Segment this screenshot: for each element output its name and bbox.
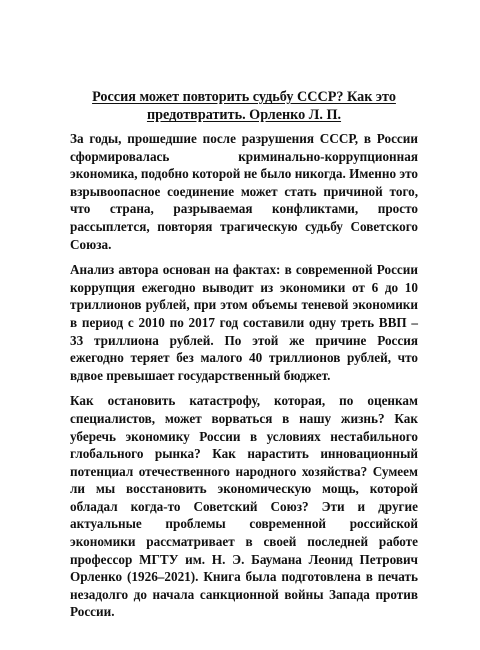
document-title: Россия может повторить судьбу СССР? Как это предотвратить. Орленко Л. П. bbox=[92, 89, 396, 123]
paragraph-2: Анализ автора основан на фактах: в современной России коррупция ежегодно выводит из экономики от 6 до 10 триллионов рублей, при этом объемы теневой экономики в период с 2010 по 2017 год составили одну треть ВВП – 33 триллиона рублей. По этой же причине Россия ежегодно теряет без малого 40 триллионов рублей, что вдвое превышает государственный бюджет. bbox=[70, 262, 418, 383]
paragraph-1: За годы, прошедшие после разрушения СССР, в России сформировалась криминально-коррупционная экономика, подобно которой не было никогда. Именно это взрывоопасное соединение может стать причиной того, что страна, разрываемая конфликтами, просто рассыплется, повторяя трагическую судьбу Советского Союза. bbox=[70, 131, 418, 252]
paragraph-3: Как остановить катастрофу, которая, по оценкам специалистов, может ворваться в нашу жизнь? Как уберечь экономику России в условиях нестабильного глобального рынка? Как нарастить инновационный потенциал отечественного народного хозяйства? Сумеем ли мы восстановить экономическую мощь, которой обладал когда-то Советский Союз? Эти и другие актуальные проблемы современной российской экономики рассматривает в своей последней работе профессор МГТУ им. Н. Э. Баумана Леонид Петрович Орленко (1926–2021). Книга была подготовлена в печать незадолго до начала санкционной войны Запада против России. bbox=[70, 393, 418, 620]
